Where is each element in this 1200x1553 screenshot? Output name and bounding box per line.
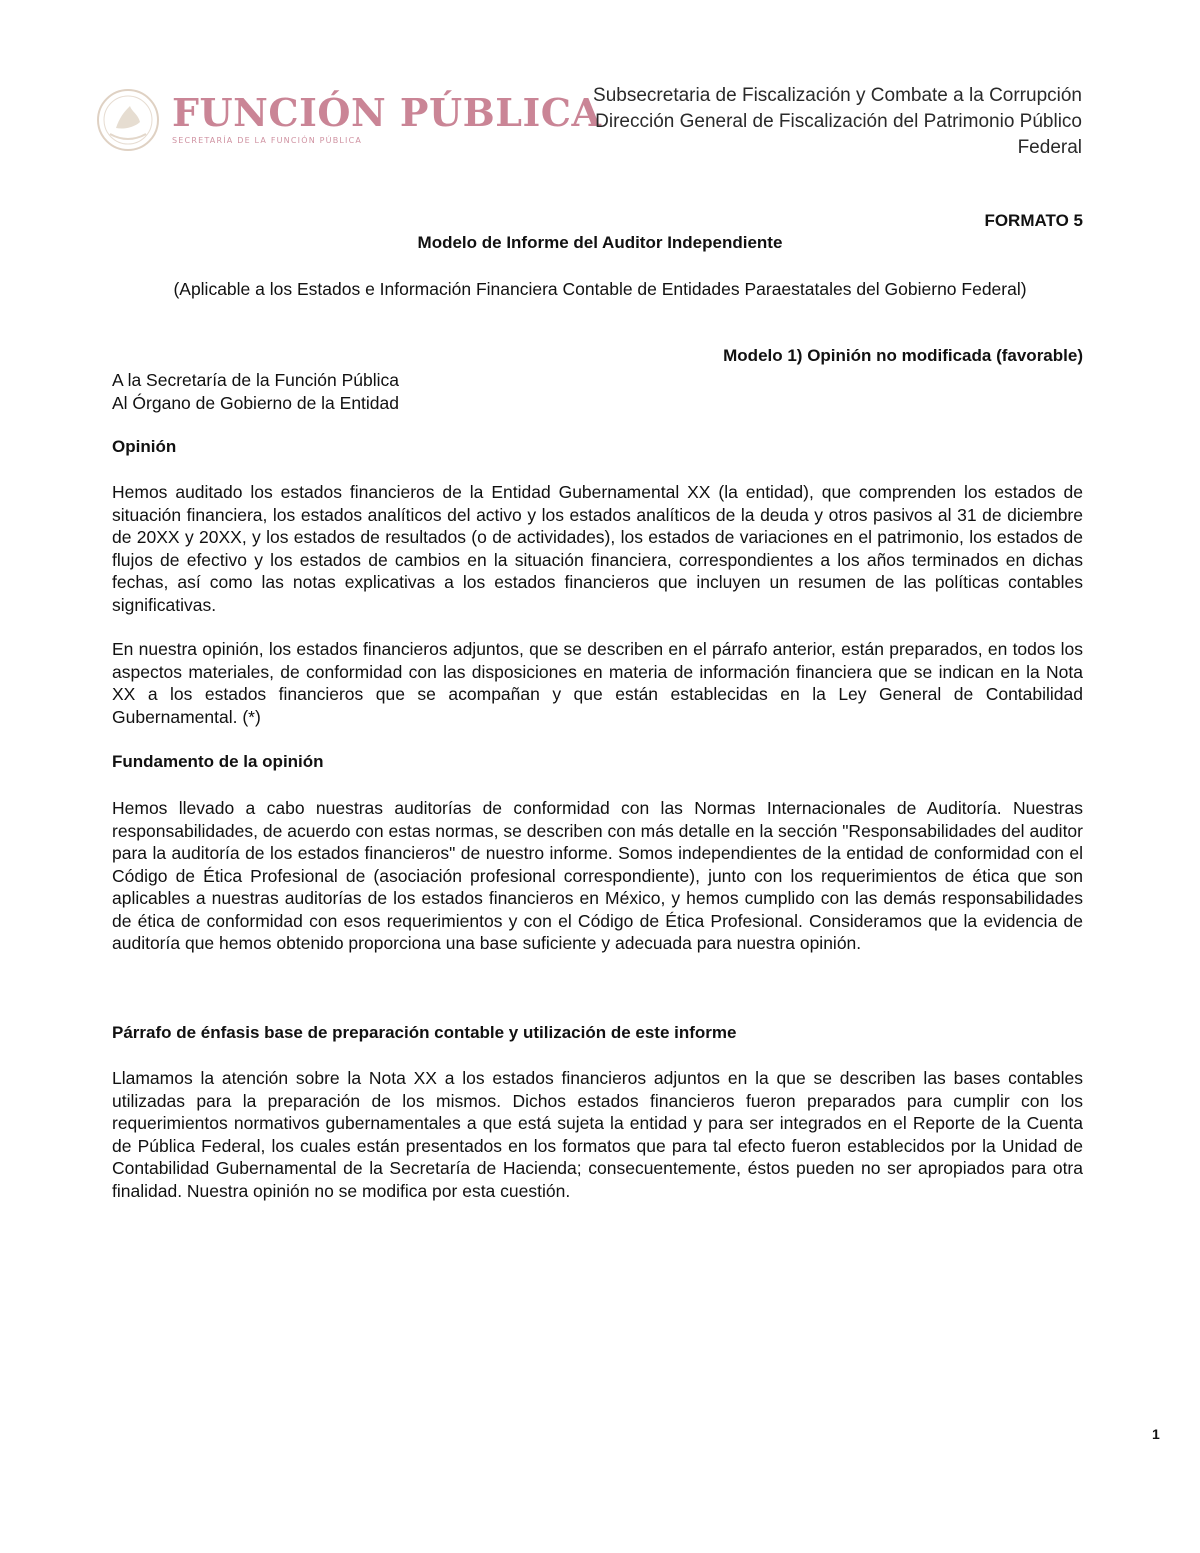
header-line-3: Federal (1017, 137, 1082, 158)
addressee-line-1: A la Secretaría de la Función Pública (112, 370, 399, 390)
paragraph-opinion-2: En nuestra opinión, los estados financieros adjuntos, que se describen en el párrafo anterior, están preparados, en todos los aspectos materiales, de conformidad con las disposiciones en materia de información financiera que se indican en la Nota XX a los estados financieros que se acompañan y que están establecidas en la Ley General de Contabilidad Gubernamental. (*) (112, 639, 1083, 727)
header-line-1: Subsecretaria de Fiscalización y Combate a la Corrupción (593, 85, 1082, 106)
document-subtitle: (Aplicable a los Estados e Información Financiera Contable de Entidades Paraestatales del Gobierno Federal) (173, 279, 1027, 299)
section-heading-basis: Fundamento de la opinión (112, 752, 324, 771)
header-line-2: Dirección General de Fiscalización del Patrimonio Público (595, 111, 1082, 132)
section-heading-emphasis: Párrafo de énfasis base de preparación contable y utilización de este informe (112, 1023, 737, 1042)
logo-subtext: SECRETARÍA DE LA FUNCIÓN PÚBLICA (172, 136, 363, 145)
institution-header (542, 83, 1082, 161)
paragraph-basis-1: Hemos llevado a cabo nuestras auditorías de conformidad con las Normas Internacionales de Auditoría. Nuestras responsabilidades, de acuerdo con estas normas, se describen con más detalle en la sección "Responsabilidades del auditor para la auditoría de los estados financieros" de nuestro informe. Somos independientes de la entidad de conformidad con el Código de Ética Profesional de (asociación profesional correspondiente), junto con los requerimientos de ética que son aplicables a nuestras auditorías de los estados financieros en México, y hemos cumplido con las demás responsabilidades de ética de conformidad con esos requerimientos y con el Código de Ética Profesional. Consideramos que la evidencia de auditoría que hemos obtenido proporciona una base suficiente y adecuada para nuestra opinión. (112, 798, 1083, 953)
addressee-block (112, 369, 399, 415)
section-heading-opinion: Opinión (112, 437, 177, 456)
document-title: Modelo de Informe del Auditor Independiente (417, 233, 783, 252)
funcion-publica-logo (96, 86, 602, 156)
paragraph-opinion-1: Hemos auditado los estados financieros de la Entidad Gubernamental XX (la entidad), que comprenden los estados de situación financiera, los estados analíticos del activo y los estados analíticos de la deuda y otros pasivos al 31 de diciembre de 20XX y 20XX, y los estados de resultados (o de actividades), los estados de variaciones en el patrimonio, los estados de flujos de efectivo y los estados de cambios en la situación financiera, correspondientes a los años terminados en dichas fechas, así como las notas explicativas a los estados financieros que incluyen un resumen de las políticas contables significativas. (112, 482, 1083, 615)
format-label: FORMATO 5 (984, 211, 1083, 230)
addressee-line-2: Al Órgano de Gobierno de la Entidad (112, 393, 399, 413)
national-seal-icon (96, 88, 160, 152)
paragraph-emphasis-1: Llamamos la atención sobre la Nota XX a los estados financieros adjuntos en la que se describen las bases contables utilizadas para la preparación de los mismos. Dichos estados financieros fueron preparados para cumplir con los requerimientos normativos gubernamentales a que está sujeta la entidad y para ser integrados en el Reporte de la Cuenta de Pública Federal, los cuales están presentados en los formatos que para tal efecto fueron establecidos por la Unidad de Contabilidad Gubernamental de la Secretaría de Hacienda; consecuentemente, éstos pueden no ser apropiados para otra finalidad. Nuestra opinión no se modifica por esta cuestión. (112, 1068, 1083, 1201)
logo-wordmark: FUNCIÓN PÚBLICA (172, 90, 602, 135)
model-label: Modelo 1) Opinión no modificada (favorable) (723, 346, 1083, 365)
page-number: 1 (1152, 1426, 1160, 1442)
